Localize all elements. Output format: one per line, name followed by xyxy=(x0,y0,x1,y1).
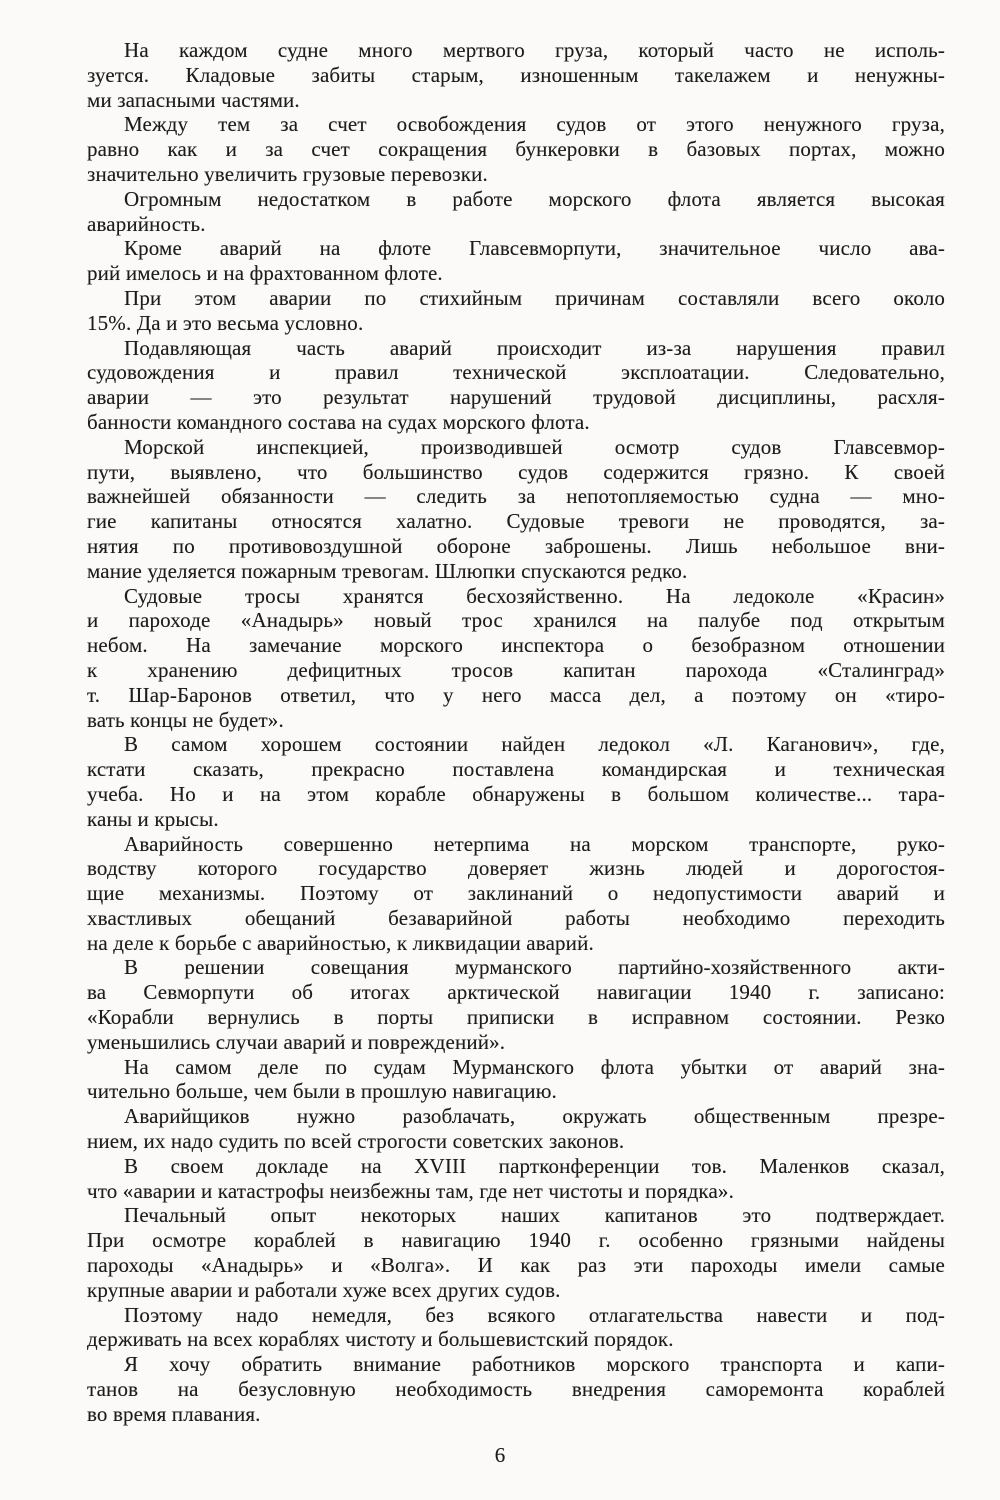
text-line: Огромным недостатком в работе морского флота является высокая xyxy=(124,186,945,211)
text-line: кстати сказать, прекрасно поставлена командирская и техническая xyxy=(87,757,945,782)
text-line: небом. На замечание морского инспектора о безобразном отношении xyxy=(87,633,945,658)
text-line: Морской инспекцией, производившей осмотр судов Главсевмор- xyxy=(124,434,945,459)
text-line: «Корабли вернулись в порты приписки в исправном состоянии. Резко xyxy=(87,1005,945,1030)
text-line: Я хочу обратить внимание работников морского транспорта и капи- xyxy=(124,1352,945,1377)
text-line: В решении совещания мурманского партийно-хозяйственного акти- xyxy=(124,955,945,980)
text-line: гие капитаны относятся халатно. Судовые тревоги не проводятся, за- xyxy=(87,509,945,534)
paragraph xyxy=(87,832,945,956)
text-line: зуется. Кладовые забиты старым, изношенным такелажем и ненужны- xyxy=(87,62,945,87)
text-line: хвастливых обещаний безаварийной работы необходимо переходить xyxy=(87,905,945,930)
paragraph xyxy=(87,336,945,435)
text-line: нятия по противовоздушной обороне заброшены. Лишь небольшое вни- xyxy=(87,533,945,558)
text-line: рий имелось и на фрахтованном флоте. xyxy=(87,261,443,286)
text-line: судовождения и правил технической эксплоатации. Следовательно, xyxy=(87,360,945,385)
text-line: и пароходе «Анадырь» новый трос хранился на палубе под открытым xyxy=(87,608,945,633)
text-line: каны и крысы. xyxy=(87,806,219,831)
text-line: Кроме аварий на флоте Главсевморпути, значительное число ава- xyxy=(124,236,945,261)
text-line: Судовые тросы хранятся бесхозяйственно. На ледоколе «Красин» xyxy=(124,583,945,608)
paragraph xyxy=(87,286,945,336)
paragraph xyxy=(87,584,945,733)
paragraph xyxy=(87,1303,945,1353)
page-number: 6 xyxy=(494,1443,506,1467)
paragraph xyxy=(87,1104,945,1154)
paragraph xyxy=(87,187,945,237)
text-line: На самом деле по судам Мурманского флота убытки от аварий зна- xyxy=(124,1054,945,1079)
text-line: щие механизмы. Поэтому от заклинаний о недопустимости аварий и xyxy=(87,881,945,906)
text-line: Печальный опыт некоторых наших капитанов это подтверждает. xyxy=(124,1203,945,1228)
text-line: к хранению дефицитных тросов капитан парохода «Сталинград» xyxy=(87,657,945,682)
text-line: вать концы не будет». xyxy=(87,707,284,732)
paragraph xyxy=(87,435,945,584)
text-line: мание уделяется пожарным тревогам. Шлюпки спускаются редко. xyxy=(87,558,688,583)
text-line: 15%. Да и это весьма условно. xyxy=(87,310,364,335)
text-block xyxy=(87,38,945,1427)
text-line: нием, их надо судить по всей строгости советских законов. xyxy=(87,1129,625,1154)
text-line: водству которого государство доверяет жизнь людей и дорогостоя- xyxy=(87,856,945,881)
text-line: что «аварии и катастрофы неизбежны там, где нет чистоты и порядка». xyxy=(87,1178,734,1203)
text-line: Подавляющая часть аварий происходит из-за нарушения правил xyxy=(124,335,945,360)
text-line: аварии — это результат нарушений трудовой дисциплины, расхля- xyxy=(87,385,945,410)
text-line: аварийность. xyxy=(87,211,206,236)
text-line: важнейшей обязанности — следить за непотопляемостью судна — мно- xyxy=(87,484,945,509)
text-line: Аварийность совершенно нетерпима на морском транспорте, руко- xyxy=(124,831,945,856)
text-line: Между тем за счет освобождения судов от этого ненужного груза, xyxy=(124,112,945,137)
paragraph xyxy=(87,1203,945,1302)
text-line: При этом аварии по стихийным причинам составляли всего около xyxy=(124,285,945,310)
text-line: держивать на всех кораблях чистоту и большевистский порядок. xyxy=(87,1327,674,1352)
text-line: на деле к борьбе с аварийностью, к ликвидации аварий. xyxy=(87,930,594,955)
paragraph xyxy=(87,955,945,1054)
paragraph xyxy=(87,236,945,286)
paragraph xyxy=(87,1055,945,1105)
text-line: равно как и за счет сокращения бункеровки в базовых портах, можно xyxy=(87,137,945,162)
text-line: уменьшились случаи аварий и повреждений». xyxy=(87,1029,506,1054)
text-line: На каждом судне много мертвого груза, который часто не исполь- xyxy=(124,38,945,62)
text-line: Аварийщиков нужно разоблачать, окружать общественным презре- xyxy=(124,1104,945,1129)
paragraph xyxy=(87,1154,945,1204)
paragraph xyxy=(87,112,945,186)
text-line: В самом хорошем состоянии найден ледокол «Л. Каганович», где, xyxy=(124,732,945,757)
text-line: При осмотре кораблей в навигацию 1940 г. особенно грязными найдены xyxy=(87,1228,945,1253)
text-line: пароходы «Анадырь» и «Волга». И как раз эти пароходы имели самые xyxy=(87,1253,945,1278)
text-line: ва Севморпути об итогах арктической навигации 1940 г. записано: xyxy=(87,980,945,1005)
text-line: чительно больше, чем были в прошлую навигацию. xyxy=(87,1079,557,1104)
text-line: танов на безусловную необходимость внедрения саморемонта кораблей xyxy=(87,1377,945,1402)
text-line: Поэтому надо немедля, без всякого отлагательства навести и под- xyxy=(124,1302,945,1327)
text-line: ми запасными частями. xyxy=(87,87,300,112)
text-line: банности командного состава на судах морского флота. xyxy=(87,409,590,434)
text-line: крупные аварии и работали хуже всех других судов. xyxy=(87,1277,561,1302)
paragraph xyxy=(87,38,945,112)
text-line: во время плавания. xyxy=(87,1401,261,1426)
text-line: В своем докладе на XVIII партконференции тов. Маленков сказал, xyxy=(124,1153,945,1178)
text-line: пути, выявлено, что большинство судов содержится грязно. К своей xyxy=(87,459,945,484)
paragraph xyxy=(87,732,945,831)
text-line: значительно увеличить грузовые перевозки. xyxy=(87,161,488,186)
text-line: учеба. Но и на этом корабле обнаружены в большом количестве... тара- xyxy=(87,781,945,806)
text-line: т. Шар-Баронов ответил, что у него масса дел, а поэтому он «тиро- xyxy=(87,682,945,707)
paragraph xyxy=(87,1352,945,1426)
